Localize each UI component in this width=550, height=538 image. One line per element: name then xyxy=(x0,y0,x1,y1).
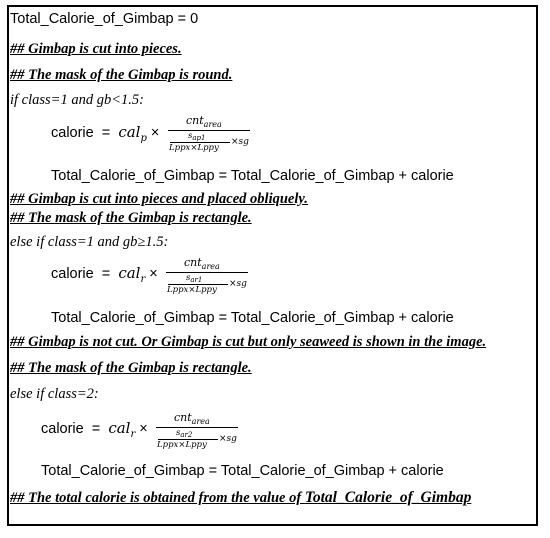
condition-line: if class=1 and gb<1.5: xyxy=(10,92,144,108)
fraction-bar xyxy=(156,427,238,428)
calorie-formula xyxy=(51,264,158,285)
fraction xyxy=(164,256,264,301)
cal-symbol: cal xyxy=(118,264,141,282)
equals-sign: = xyxy=(101,125,111,141)
cnt-subscript: area xyxy=(203,120,222,129)
cal-symbol: cal xyxy=(108,419,131,437)
cal-symbol: cal xyxy=(118,123,141,141)
lhs: calorie xyxy=(51,266,94,282)
update-line: Total_Calorie_of_Gimbap = Total_Calorie_of_Gimbap + calorie xyxy=(51,168,454,184)
fraction-bar xyxy=(168,130,250,131)
comment-line: ## Gimbap is cut into pieces. xyxy=(10,41,182,57)
comment-line: ## Gimbap is not cut. Or Gimbap is cut but only seaweed is shown in the image. xyxy=(10,334,487,350)
fraction xyxy=(154,411,254,456)
comment-line: ## The mask of the Gimbap is round. xyxy=(10,67,233,83)
s-subscript: ar1 xyxy=(190,276,203,284)
sg-factor: ×sg xyxy=(229,279,247,289)
fraction xyxy=(166,114,266,159)
cal-subscript: p xyxy=(140,133,147,144)
equals-sign: = xyxy=(91,421,101,437)
sg-factor: ×sg xyxy=(219,434,237,444)
calorie-formula xyxy=(41,419,148,440)
final-comment xyxy=(10,489,471,507)
cnt-subscript: area xyxy=(201,262,220,271)
equals-sign: = xyxy=(101,266,111,282)
s-subscript: ar2 xyxy=(180,431,193,439)
lpp-denominator: Lppx×Lppy xyxy=(157,440,207,450)
lhs: calorie xyxy=(41,421,84,437)
update-line: Total_Calorie_of_Gimbap = Total_Calorie_of_Gimbap + calorie xyxy=(41,463,444,479)
final-comment-text: ## The total calorie is obtained from the value of xyxy=(10,490,305,506)
cal-subscript: r xyxy=(140,274,146,285)
update-line: Total_Calorie_of_Gimbap = Total_Calorie_of_Gimbap + calorie xyxy=(51,310,454,326)
s-symbol: s xyxy=(188,131,193,141)
lpp-denominator: Lppx×Lppy xyxy=(167,285,217,295)
s-subscript: ap1 xyxy=(192,134,206,142)
s-symbol: s xyxy=(186,273,191,283)
fraction-bar xyxy=(166,272,248,273)
lhs: calorie xyxy=(51,125,94,141)
times-sign: × xyxy=(139,421,148,437)
init-line: Total_Calorie_of_Gimbap = 0 xyxy=(10,11,199,27)
condition-line: else if class=1 and gb≥1.5: xyxy=(10,234,169,250)
cnt-symbol: cnt xyxy=(174,411,192,424)
times-sign: × xyxy=(150,125,160,141)
cnt-subscript: area xyxy=(191,417,210,426)
calorie-formula xyxy=(51,123,159,144)
times-sign: × xyxy=(149,266,158,282)
cal-subscript: r xyxy=(130,429,136,440)
lpp-denominator: Lppx×Lppy xyxy=(169,143,219,153)
condition-line: else if class=2: xyxy=(10,386,99,402)
comment-line: ## Gimbap is cut into pieces and placed obliquely. xyxy=(10,191,308,207)
comment-line: ## The mask of the Gimbap is rectangle. xyxy=(10,360,252,376)
final-comment-variable: Total_Calorie_of_Gimbap xyxy=(304,489,472,506)
cnt-symbol: cnt xyxy=(186,114,204,127)
comment-line: ## The mask of the Gimbap is rectangle. xyxy=(10,210,252,226)
cnt-symbol: cnt xyxy=(184,256,202,269)
s-symbol: s xyxy=(176,428,181,438)
sg-factor: ×sg xyxy=(231,137,249,147)
